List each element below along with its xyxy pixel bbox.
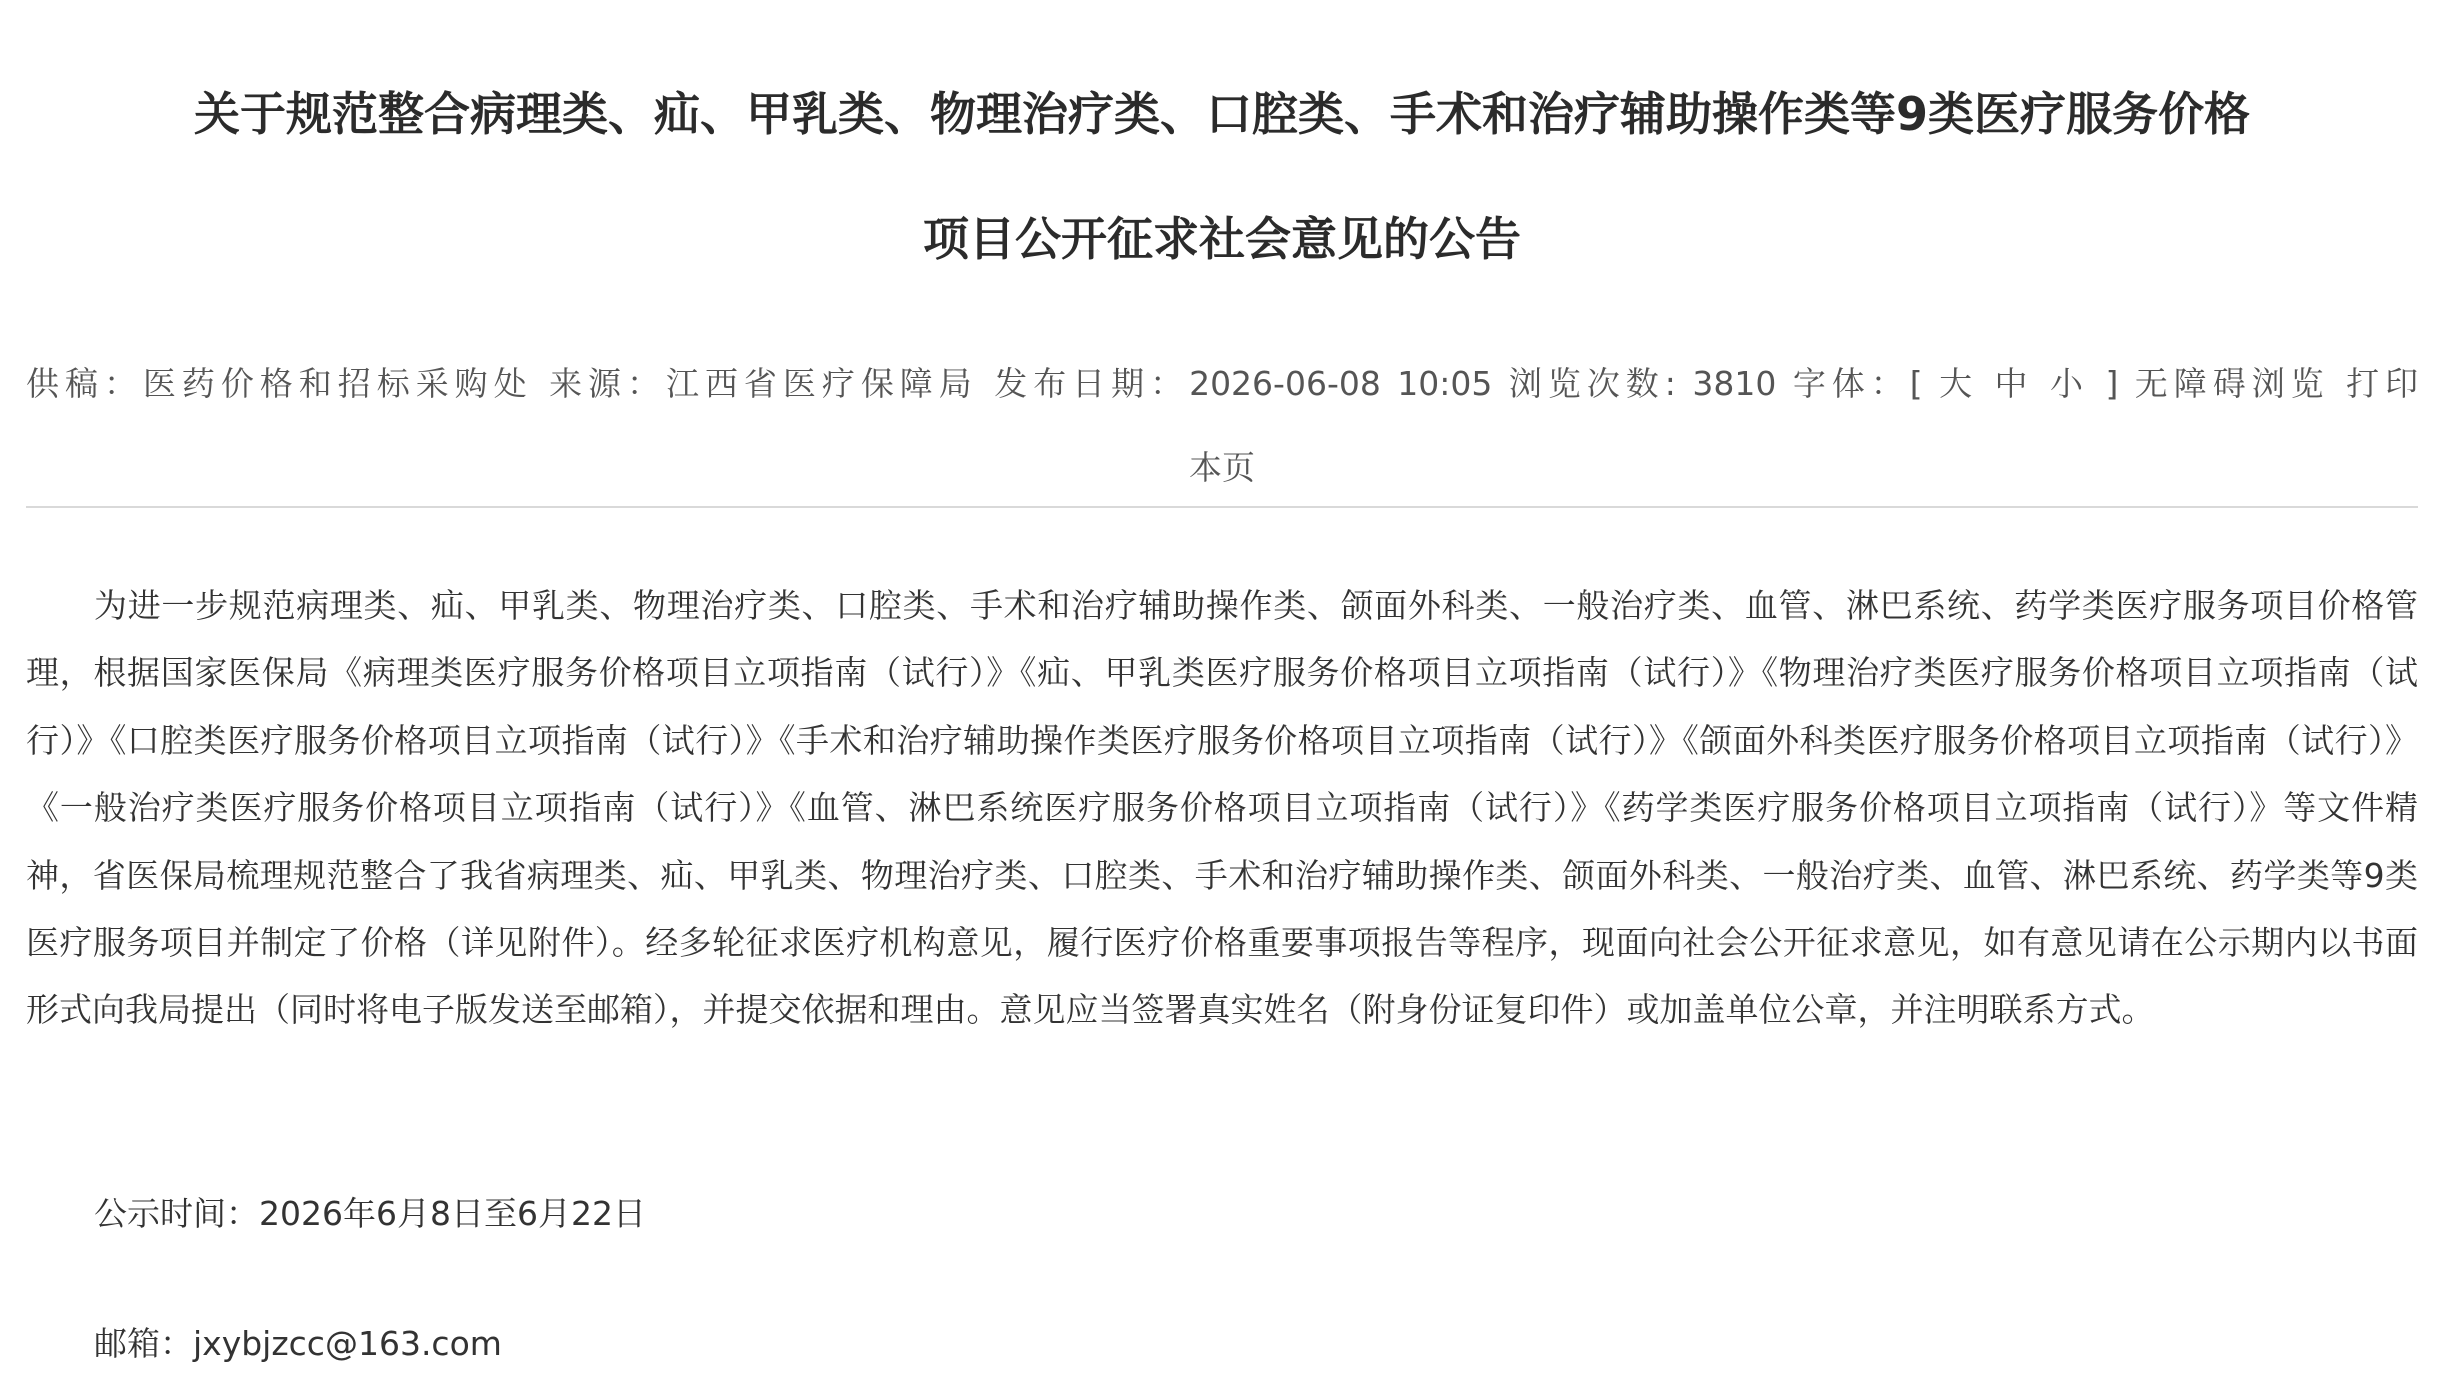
font-size-large-button[interactable]: 大 bbox=[1939, 364, 1979, 403]
meta-source: 来源：江西省医疗保障局 bbox=[549, 364, 978, 403]
font-size-control bbox=[1793, 364, 2119, 403]
font-size-bracket-close: ] bbox=[2105, 364, 2119, 403]
font-size-small-button[interactable]: 小 bbox=[2049, 364, 2089, 403]
article-title-line-1: 关于规范整合病理类、疝、甲乳类、物理治疗类、口腔类、手术和治疗辅助操作类等9类医疗服务价格 bbox=[193, 87, 2250, 141]
font-size-label: 字体：[ bbox=[1792, 364, 1923, 403]
contact-email: 邮箱：jxybjzcc@163.com bbox=[94, 1324, 502, 1363]
print-page-link-continued[interactable]: 本页 bbox=[1189, 448, 1255, 487]
accessibility-link[interactable]: 无障碍浏览 bbox=[2134, 364, 2330, 403]
article-body-paragraph: 为进一步规范病理类、疝、甲乳类、物理治疗类、口腔类、手术和治疗辅助操作类、颌面外科类、一般治疗类、血管、淋巴系统、药学类医疗服务项目价格管理，根据国家医保局《病理类医疗服务价格项目立项指南（试行）》《疝、甲乳类医疗服务价格项目立项指南（试行）》《物理治疗类医疗服务价格项目立项指南（试行）》《口腔类医疗服务价格项目立项指南（试行）》《手术和治疗辅助操作类医疗服务价格项目立项指南（试行）》《颌面外科类医疗服务价格项目立项指南（试行）》《一般治疗类医疗服务价格项目立项指南（试行）》《血管、淋巴系统医疗服务价格项目立项指南（试行）》《药学类医疗服务价格项目立项指南（试行）》等文件精神，省医保局梳理规范整合了我省病理类、疝、甲乳类、物理治疗类、口腔类、手术和治疗辅助操作类、颌面外科类、一般治疗类、血管、淋巴系统、药学类等9类医疗服务项目并制定了价格（详见附件）。经多轮征求医疗机构意见，履行医疗价格重要事项报告等程序，现面向社会公开征求意见，如有意见请在公示期内以书面形式向我局提出（同时将电子版发送至邮箱），并提交依据和理由。意见应当签署真实姓名（附身份证复印件）或加盖单位公章，并注明联系方式。 bbox=[26, 586, 2418, 1030]
meta-contributor: 供稿：医药价格和招标采购处 bbox=[26, 364, 533, 403]
article-meta-bar bbox=[26, 358, 2418, 405]
article-title-line-2: 项目公开征求社会意见的公告 bbox=[923, 212, 1521, 266]
meta-publish-date: 发布日期：2026-06-08 10:05 bbox=[994, 364, 1493, 403]
meta-view-count: 浏览次数: 3810 bbox=[1508, 364, 1777, 403]
notice-period: 公示时间：2026年6月8日至6月22日 bbox=[94, 1194, 646, 1233]
font-size-medium-button[interactable]: 中 bbox=[1994, 364, 2034, 403]
print-page-link[interactable]: 打印 bbox=[2346, 364, 2419, 403]
meta-divider bbox=[26, 506, 2418, 508]
